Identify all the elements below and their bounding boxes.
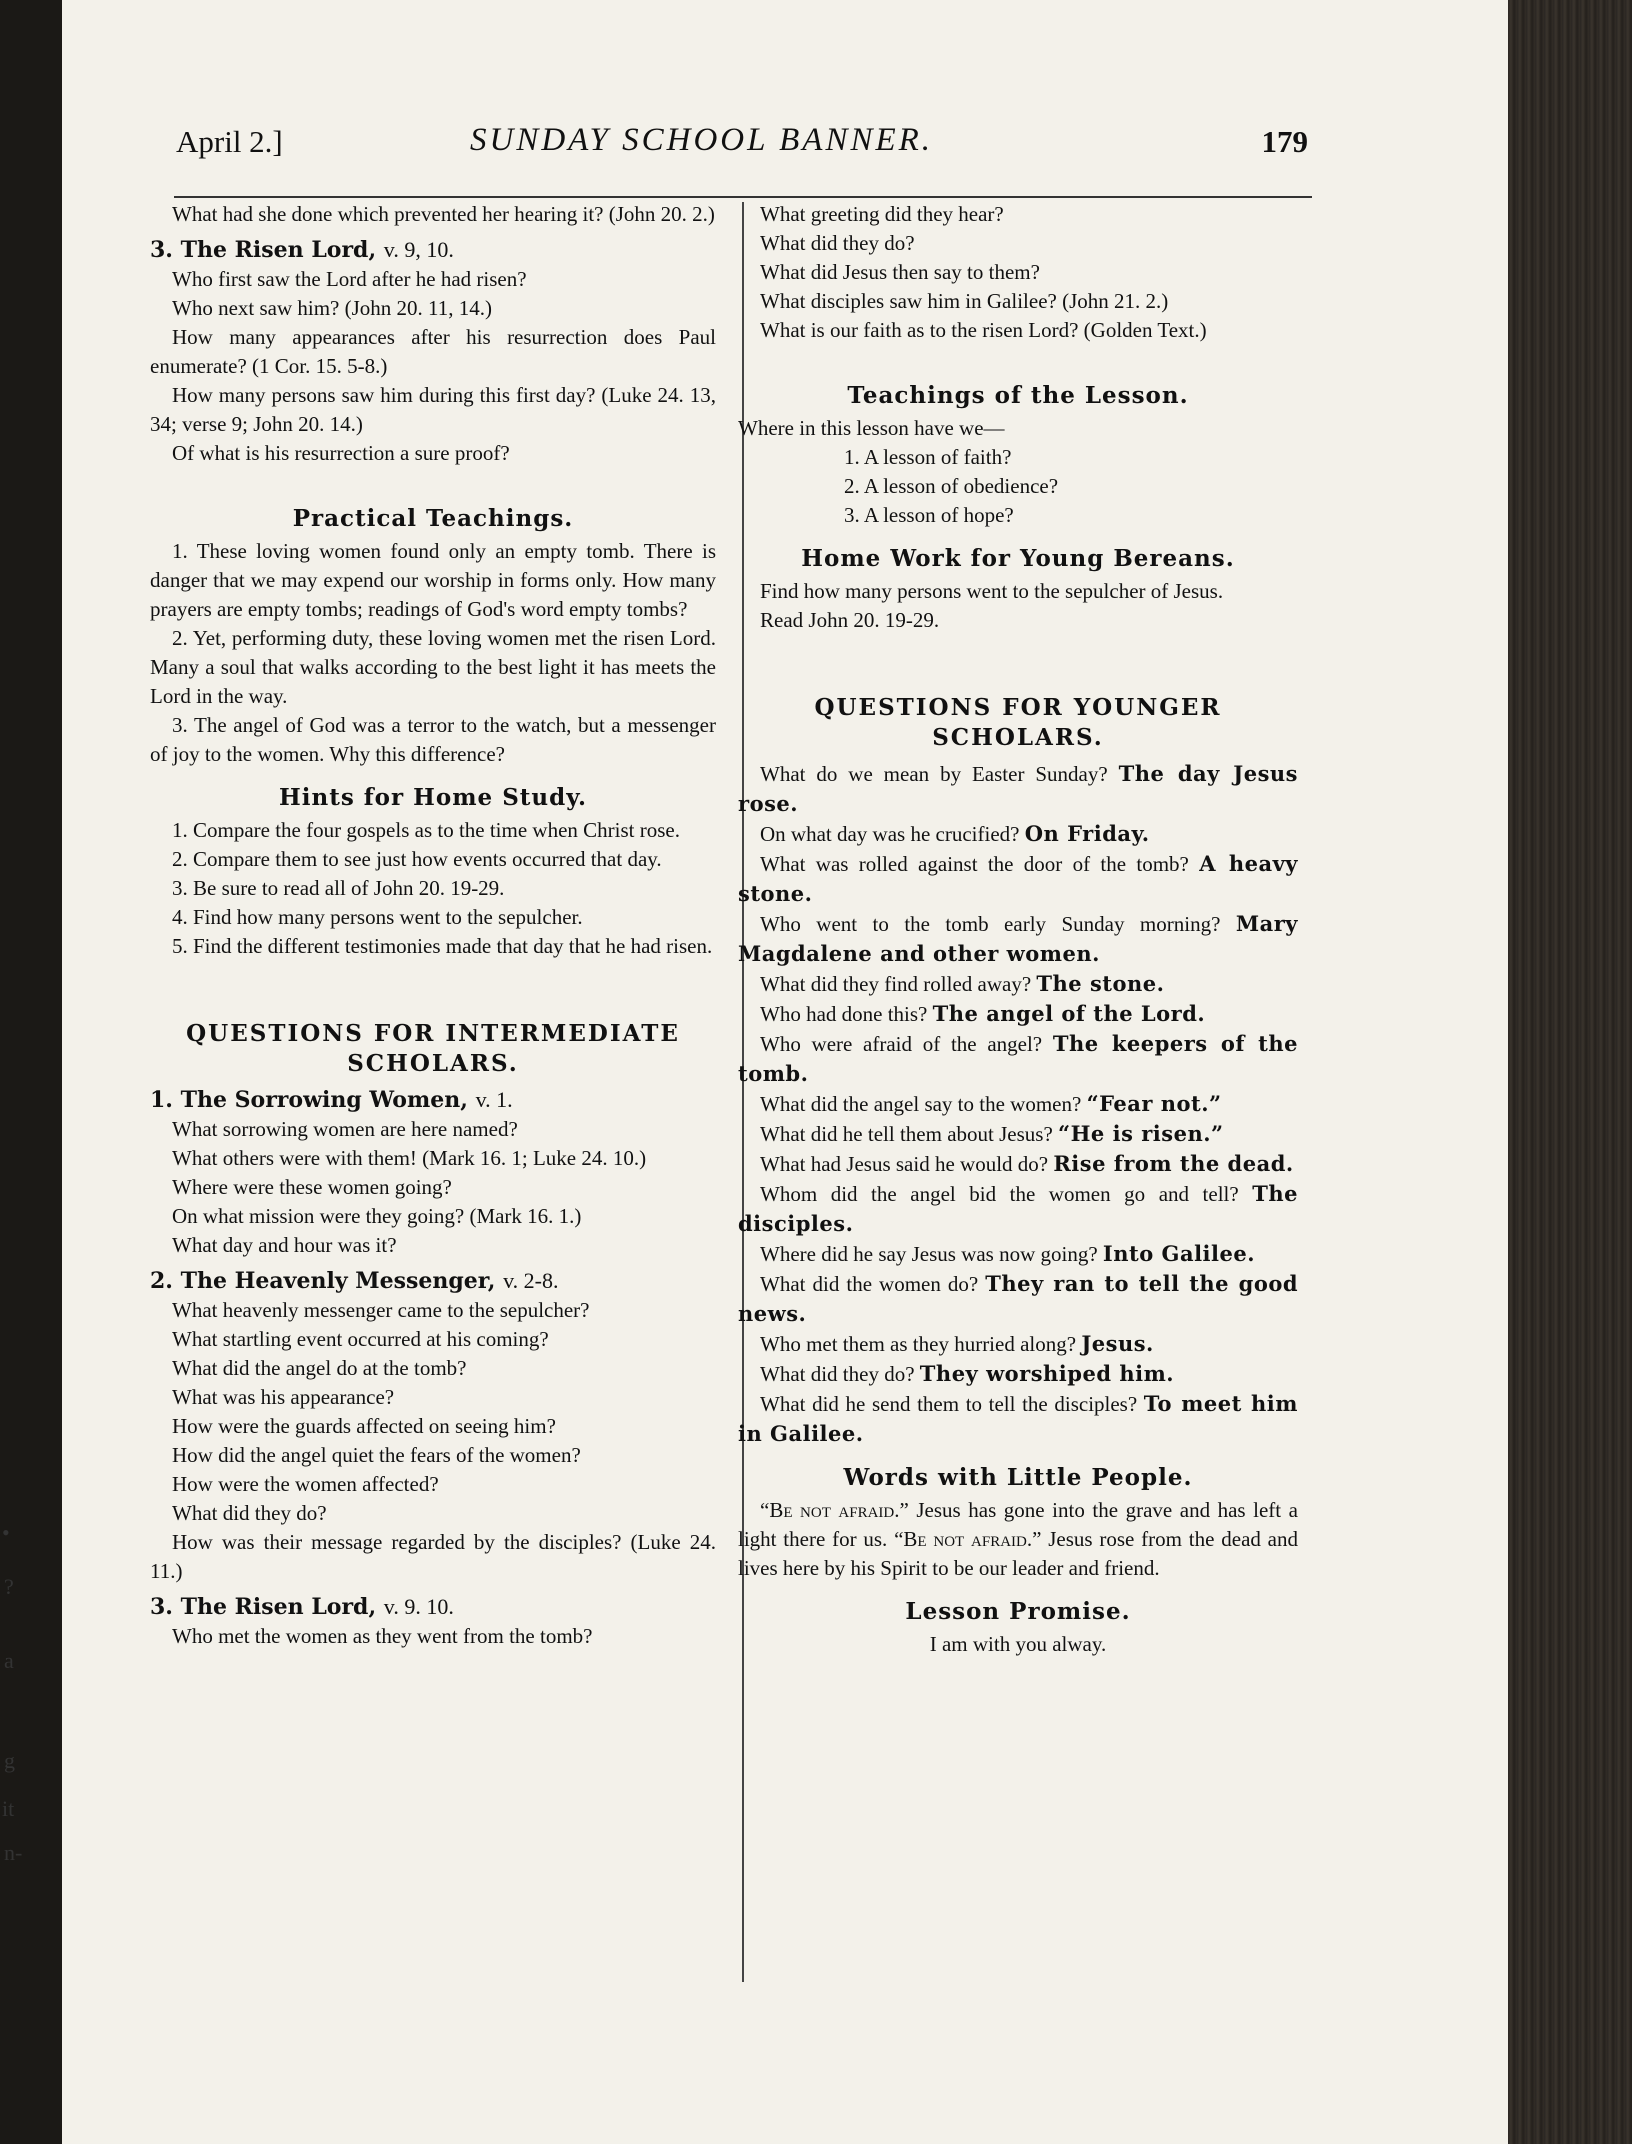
practical-teachings-heading: Practical Teachings. bbox=[292, 505, 574, 532]
adjacent-page-fragment: it bbox=[2, 1796, 15, 1821]
qa-answer: The angel of the Lord. bbox=[932, 1001, 1206, 1026]
qa-item bbox=[738, 1089, 1298, 1119]
qa-answer: The keepers of the tomb. bbox=[738, 1031, 1299, 1086]
qa-answer: Jesus. bbox=[1081, 1331, 1154, 1356]
qa-answer: The stone. bbox=[1036, 971, 1165, 996]
qa-answer: “He is risen.” bbox=[1058, 1121, 1224, 1146]
question: How did the angel quiet the fears of the women? bbox=[172, 1443, 581, 1467]
question: What did they do? bbox=[172, 1501, 327, 1525]
qa-answer: To meet him in Galilee. bbox=[738, 1391, 1298, 1446]
qa-question: What did he send them to tell the disciples? bbox=[760, 1392, 1138, 1416]
book-binding bbox=[1508, 0, 1632, 2144]
question: What was his appearance? bbox=[172, 1385, 395, 1409]
question: What heavenly messenger came to the sepulcher? bbox=[172, 1298, 590, 1322]
adjacent-page-fragment: a bbox=[4, 1648, 14, 1673]
teachings-intro: Where in this lesson have we— bbox=[738, 416, 1005, 440]
qa-item bbox=[738, 1389, 1298, 1449]
list-item: 2. Compare them to see just how events occurred that day. bbox=[172, 847, 662, 871]
qa-item bbox=[738, 1359, 1298, 1389]
qa-question: Whom did the angel bid the women go and tell? bbox=[760, 1182, 1239, 1206]
qa-answer: Into Galilee. bbox=[1102, 1241, 1256, 1266]
question: What is our faith as to the risen Lord? (Golden Text.) bbox=[760, 318, 1207, 342]
question: How was their message regarded by the disciples? (Luke 24. 11.) bbox=[150, 1530, 716, 1583]
section-heading: 3. The Risen Lord, v. 9, 10. bbox=[150, 237, 454, 263]
list-item: 3. Be sure to read all of John 20. 19-29. bbox=[172, 876, 505, 900]
qa-item bbox=[738, 1029, 1298, 1089]
qa-question: What do we mean by Easter Sunday? bbox=[760, 762, 1108, 786]
question: What sorrowing women are here named? bbox=[172, 1117, 518, 1141]
question: What disciples saw him in Galilee? (John 21. 2.) bbox=[760, 289, 1169, 313]
section-heading: 2. The Heavenly Messenger, v. 2-8. bbox=[150, 1268, 559, 1294]
list-item: 4. Find how many persons went to the sepulcher. bbox=[172, 905, 583, 929]
intermediate-heading: QUESTIONS FOR INTERMEDIATE SCHOLARS. bbox=[186, 1020, 680, 1077]
question: What greeting did they hear? bbox=[760, 202, 1004, 226]
qa-item bbox=[738, 999, 1298, 1029]
paragraph: 3. The angel of God was a terror to the watch, but a messenger of joy to the women. Why this difference? bbox=[150, 713, 716, 766]
question: What day and hour was it? bbox=[172, 1233, 397, 1257]
qa-answer: Rise from the dead. bbox=[1053, 1151, 1294, 1176]
qa-answer: They worshiped him. bbox=[919, 1361, 1175, 1386]
question: How were the guards affected on seeing him? bbox=[172, 1414, 556, 1438]
list-item: 3. A lesson of hope? bbox=[844, 503, 1014, 527]
paragraph: 2. Yet, performing duty, these loving women met the risen Lord. Many a soul that walks according to the best light it has meets the Lord in the way. bbox=[150, 626, 716, 708]
qa-item bbox=[738, 1329, 1298, 1359]
qa-item bbox=[738, 849, 1298, 909]
adjacent-page-fragment: ? bbox=[4, 1574, 14, 1599]
qa-item bbox=[738, 969, 1298, 999]
left-column bbox=[150, 200, 716, 1651]
running-header bbox=[176, 116, 1322, 176]
question: Where were these women going? bbox=[172, 1175, 452, 1199]
adjacent-page-fragment: • bbox=[2, 1520, 10, 1545]
qa-question: Who had done this? bbox=[760, 1002, 928, 1026]
qa-question: What did they find rolled away? bbox=[760, 972, 1032, 996]
qa-question: Who were afraid of the angel? bbox=[760, 1032, 1043, 1056]
teachings-heading: Teachings of the Lesson. bbox=[847, 382, 1189, 409]
lesson-promise-heading: Lesson Promise. bbox=[905, 1598, 1131, 1625]
qa-question: What had Jesus said he would do? bbox=[760, 1152, 1049, 1176]
question: What did Jesus then say to them? bbox=[760, 260, 1040, 284]
question: How many persons saw him during this first day? (Luke 24. 13, 34; verse 9; John 20. 14.) bbox=[150, 383, 716, 436]
paragraph: 1. These loving women found only an empty tomb. There is danger that we may expend our worship in forms only. How many prayers are empty tombs; readings of God's word empty tombs? bbox=[150, 539, 716, 621]
question: What startling event occurred at his coming? bbox=[172, 1327, 549, 1351]
question: Who first saw the Lord after he had risen? bbox=[172, 267, 527, 291]
qa-item bbox=[738, 1149, 1298, 1179]
section-heading: 3. The Risen Lord, v. 9. 10. bbox=[150, 1594, 454, 1620]
qa-item bbox=[738, 819, 1298, 849]
section-heading: 1. The Sorrowing Women, v. 1. bbox=[150, 1087, 513, 1113]
paragraph: Find how many persons went to the sepulcher of Jesus. bbox=[760, 579, 1224, 603]
header-rule bbox=[174, 196, 1312, 198]
list-item: 1. A lesson of faith? bbox=[844, 445, 1012, 469]
question: What did they do? bbox=[760, 231, 915, 255]
question: How were the women affected? bbox=[172, 1472, 439, 1496]
qa-answer: Mary Magdalene and other women. bbox=[738, 911, 1298, 966]
paragraph: “Be not afraid.” Jesus has gone into the grave and has left a light there for us. “Be not afraid.” Jesus rose from the dead and lives here by his Spirit to be our leader and friend. bbox=[738, 1498, 1299, 1580]
younger-heading: QUESTIONS FOR YOUNGER SCHOLARS. bbox=[814, 694, 1222, 751]
qa-answer: “Fear not.” bbox=[1086, 1091, 1222, 1116]
qa-question: Who went to the tomb early Sunday morning? bbox=[760, 912, 1221, 936]
paragraph: Read John 20. 19-29. bbox=[760, 608, 940, 632]
question: Who met the women as they went from the tomb? bbox=[172, 1624, 593, 1648]
list-item: 1. Compare the four gospels as to the time when Christ rose. bbox=[172, 818, 680, 842]
qa-answer: On Friday. bbox=[1024, 821, 1150, 846]
qa-item bbox=[738, 1269, 1298, 1329]
qa-item bbox=[738, 909, 1298, 969]
question: Who next saw him? (John 20. 11, 14.) bbox=[172, 296, 493, 320]
question: How many appearances after his resurrection does Paul enumerate? (1 Cor. 15. 5-8.) bbox=[150, 325, 716, 378]
younger-qa-list bbox=[738, 759, 1298, 1449]
qa-answer: A heavy stone. bbox=[738, 851, 1298, 906]
qa-answer: The day Jesus rose. bbox=[738, 761, 1299, 816]
list-item: 5. Find the different testimonies made that day that he had risen. bbox=[172, 934, 713, 958]
hints-heading: Hints for Home Study. bbox=[279, 784, 587, 811]
right-column bbox=[738, 200, 1298, 1659]
home-work-heading: Home Work for Young Bereans. bbox=[801, 545, 1235, 572]
qa-answer: They ran to tell the good news. bbox=[738, 1271, 1299, 1326]
little-people-heading: Words with Little People. bbox=[843, 1464, 1193, 1491]
qa-question: What was rolled against the door of the tomb? bbox=[760, 852, 1189, 876]
question: On what mission were they going? (Mark 16. 1.) bbox=[172, 1204, 582, 1228]
qa-item bbox=[738, 1119, 1298, 1149]
qa-item bbox=[738, 1179, 1298, 1239]
publication-title: SUNDAY SCHOOL BANNER. bbox=[470, 122, 934, 158]
qa-question: Where did he say Jesus was now going? bbox=[760, 1242, 1098, 1266]
question: Of what is his resurrection a sure proof? bbox=[172, 441, 510, 465]
page-number: 179 bbox=[1261, 124, 1308, 159]
qa-question: What did they do? bbox=[760, 1362, 915, 1386]
adjacent-page-fragment: g bbox=[4, 1748, 15, 1773]
qa-item bbox=[738, 1239, 1298, 1269]
question: What others were with them! (Mark 16. 1; Luke 24. 10.) bbox=[172, 1146, 647, 1170]
issue-date: April 2.] bbox=[176, 124, 283, 159]
qa-question: What did the angel say to the women? bbox=[760, 1092, 1082, 1116]
list-item: 2. A lesson of obedience? bbox=[844, 474, 1059, 498]
qa-question: On what day was he crucified? bbox=[760, 822, 1020, 846]
question: What had she done which prevented her hearing it? (John 20. 2.) bbox=[172, 202, 715, 226]
qa-answer: The disciples. bbox=[738, 1181, 1299, 1236]
question: What did the angel do at the tomb? bbox=[172, 1356, 467, 1380]
qa-question: What did the women do? bbox=[760, 1272, 979, 1296]
qa-question: What did he tell them about Jesus? bbox=[760, 1122, 1053, 1146]
qa-item bbox=[738, 759, 1298, 819]
adjacent-page-edge bbox=[0, 0, 62, 2144]
qa-question: Who met them as they hurried along? bbox=[760, 1332, 1077, 1356]
lesson-promise-text: I am with you alway. bbox=[929, 1632, 1107, 1656]
adjacent-page-fragment: n- bbox=[4, 1840, 23, 1865]
